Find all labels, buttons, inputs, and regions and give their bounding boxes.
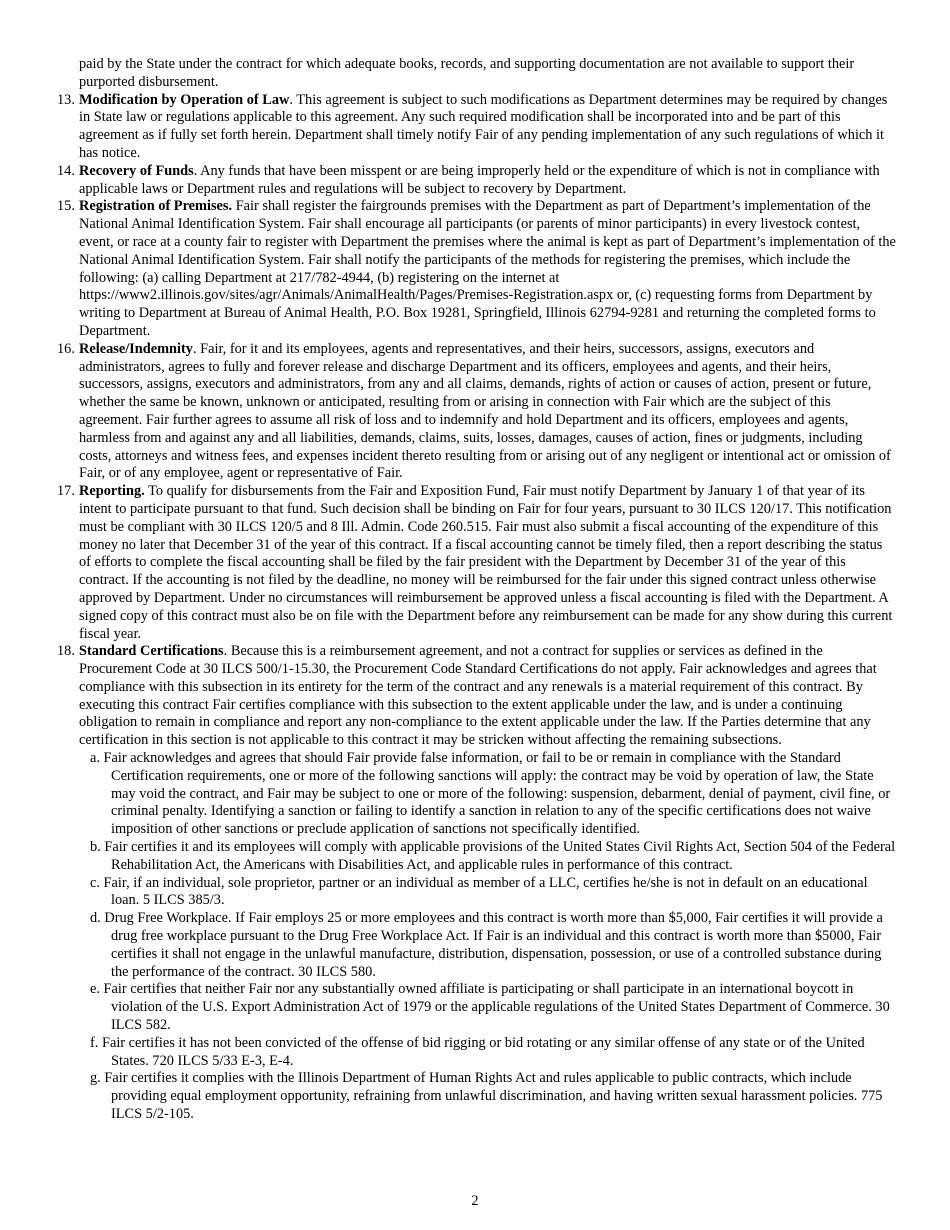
clause-body <box>79 198 897 340</box>
clause-title: Registration of Premises. <box>79 198 233 215</box>
clause-title: Release/Indemnity <box>79 340 193 357</box>
subclause-letter: e. <box>90 981 100 998</box>
clause-body <box>79 483 897 643</box>
subclause-letter: a. <box>90 750 100 767</box>
subclause-text: Fair certifies it complies with the Illinois Department of Human Rights Act and rules applicable to public contracts, which include providing equal employment opportunity, refraining from unlawful discrimination, and having written sexual harassment policies. 775 ILCS 5/2-105. <box>104 1070 883 1123</box>
clause-text: Fair shall register the fairgrounds premises with the Department as part of Department’s implementation of the National Animal Identification System. Fair shall encourage all participants (or parents of minor participants) in every livestock contest, event, or race at a county fair to register with Department the premises where the animal is kept as part of Department’s implementation of the National Animal Identification System. Fair shall notify the participants of the methods for registering the premises, which include the following: (a) calling Department at 217/782-4944, (b) registering on the internet at https://www2.illinois.gov/sites/agr/Animals/AnimalHealth/Pages/Premises-Registration.aspx or, (c) requesting forms from Department by writing to Department at Bureau of Animal Health, P.O. Box 19281, Springfield, Illinois 62794-9281 and returning the completed forms to Department. <box>79 198 896 339</box>
subclause-c <box>90 875 897 911</box>
clause-text: . Because this is a reimbursement agreement, and not a contract for supplies or services as defined in the Procurement Code at 30 ILCS 500/1-15.30, the Procurement Code Standard Certifications do not apply. Fair acknowledges and agrees that compliance with this subsection in its entirety for the term of the contract and any renewals is a material requirement of this contract. By executing this contract Fair certifies compliance with this subsection to the extent applicable under the law, and is under a continuing obligation to remain in compliance and report any non-compliance to the extent applicable under the law. If the Parties determine that any certification in this section is not applicable to this contract it may be stricken without affecting the remaining subsections. <box>79 643 877 749</box>
clause-16 <box>57 341 897 483</box>
clause-17 <box>57 483 897 643</box>
subclause-f <box>90 1035 897 1071</box>
clause-number: 14. <box>57 162 75 179</box>
subclause-d <box>90 910 897 981</box>
subclause-e <box>90 981 897 1034</box>
clause-number: 16. <box>57 340 75 357</box>
clause-number: 18. <box>57 643 75 660</box>
subclause-a <box>90 750 897 839</box>
certification-subitems <box>57 750 897 1124</box>
clause-title: Modification by Operation of Law <box>79 91 290 108</box>
clause-body <box>79 163 897 199</box>
subclause-letter: c. <box>90 874 100 891</box>
clause-body <box>79 92 897 163</box>
clause-13 <box>57 92 897 163</box>
subclause-letter: d. <box>90 910 101 927</box>
clause-text: . This agreement is subject to such modifications as Department determines may be required by changes in State law or regulations applicable to this agreement. Any such required modification shall be incorporated into and be part of this agreement as if fully set forth herein. Department shall timely notify Fair of any pending implementation of any such regulations of which it has notice. <box>79 91 888 161</box>
subclause-text: Fair certifies that neither Fair nor any substantially owned affiliate is participating or shall participate in an international boycott in violation of the U.S. Export Administration Act of 1979 or the applicable regulations of the United States Department of Commerce. 30 ILCS 582. <box>103 981 890 1034</box>
subclause-g <box>90 1070 897 1123</box>
clause-title: Standard Certifications <box>79 643 224 660</box>
subclause-text: Fair certifies it and its employees will comply with applicable provisions of the United States Civil Rights Act, Section 504 of the Federal Rehabilitation Act, the Americans with Disabilities Act, and applicable rules in performance of this contract. <box>104 839 896 873</box>
subclause-text: Fair acknowledges and agrees that should Fair provide false information, or fail to be or remain in compliance with the Standard Certification requirements, one or more of the following sanctions will apply: the contract may be void by operation of law, the State may void the contract, and Fair may be subject to one or more of the following: suspension, debarment, denial of payment, civil fine, or criminal penalty. Identifying a sanction or failing to identify a sanction in relation to any of the specific certifications does not waive imposition of other sanctions or preclude application of sanctions not specifically identified. <box>103 750 891 838</box>
clause-15 <box>57 198 897 340</box>
clause-body <box>79 341 897 483</box>
clause-text: . Any funds that have been misspent or are being improperly held or the expenditure of which is not in compliance with applicable laws or Department rules and regulations will be subject to recovery by Department. <box>79 162 880 197</box>
clause-14 <box>57 163 897 199</box>
clause-title: Recovery of Funds <box>79 162 194 179</box>
clause-number: 13. <box>57 91 75 108</box>
subclause-letter: b. <box>90 839 101 856</box>
clause-title: Reporting. <box>79 483 145 500</box>
clause-number: 15. <box>57 198 75 215</box>
page-content <box>57 56 897 1124</box>
subclause-letter: g. <box>90 1070 101 1087</box>
clause-18 <box>57 643 897 750</box>
page-number: 2 <box>471 1193 479 1209</box>
subclause-b <box>90 839 897 875</box>
clause-number: 17. <box>57 483 75 500</box>
subclause-text: Fair certifies it has not been convicted of the offense of bid rigging or bid rotating or any similar offense of any state or of the United States. 720 ILCS 5/33 E-3, E-4. <box>101 1034 865 1069</box>
subclause-letter: f. <box>90 1034 99 1051</box>
clause-body <box>79 643 897 750</box>
subclause-text: Fair, if an individual, sole proprietor, partner or an individual as member of a LLC, certifies he/she is not in default on an educational loan. 5 ILCS 385/3. <box>103 874 868 909</box>
clause-text: To qualify for disbursements from the Fair and Exposition Fund, Fair must notify Department by January 1 of that year of its intent to participate pursuant to that fund. Such decision shall be binding on Fair for four years, pursuant to 30 ILCS 120/17. This notification must be compliant with 30 ILCS 120/5 and 8 Ill. Admin. Code 260.515. Fair must also submit a fiscal accounting of the expenditure of this money no later that December 31 of the year of this contract. If a fiscal accounting cannot be timely filed, then a report describing the status of efforts to complete the fiscal accounting shall be filed by the fair president with the Department by December 31 of the year of this contract. If the accounting is not filed by the deadline, no money will be reimbursed for the fair under this signed contract unless otherwise approved by Department. Under no circumstances will reimbursement be approved unless a fiscal accounting is filed with the Department. A signed copy of this contract must also be on file with the Department before any reimbursement can be made for any show during this current fiscal year. <box>79 483 893 642</box>
subclause-text: Drug Free Workplace. If Fair employs 25 or more employees and this contract is worth more than $5,000, Fair certifies it will provide a drug free workplace pursuant to the Drug Free Workplace Act. If Fair is an individual and this contract is worth more than $5000, Fair certifies it shall not engage in the unlawful manufacture, distribution, dispensation, possession, or use of a controlled substance during the performance of the contract. 30 ILCS 580. <box>104 910 883 980</box>
clause-text: . Fair, for it and its employees, agents and representatives, and their heirs, successors, assigns, executors and administrators, agrees to fully and forever release and discharge Department and its officers, employees and agents, and their heirs, successors, assigns, executors and administrators, from any and all claims, demands, rights of action or causes of action, present or future, whether the same be known, unknown or anticipated, resulting from or arising in connection with Fair which are the subject of this agreement. Fair further agrees to assume all risk of loss and to indemnify and hold Department and its officers, employees and agents, harmless from and against any and all liabilities, demands, claims, suits, losses, damages, causes of action, fines or judgments, including costs, attorneys and witness fees, and expenses incident thereto resulting from or arising out of any negligent or intentional act or omission of Fair, or of any employee, agent or representative of Fair. <box>79 340 891 482</box>
continuation-paragraph: paid by the State under the contract for which adequate books, records, and supporting documentation are not available to support their purported disbursement. <box>79 56 855 90</box>
